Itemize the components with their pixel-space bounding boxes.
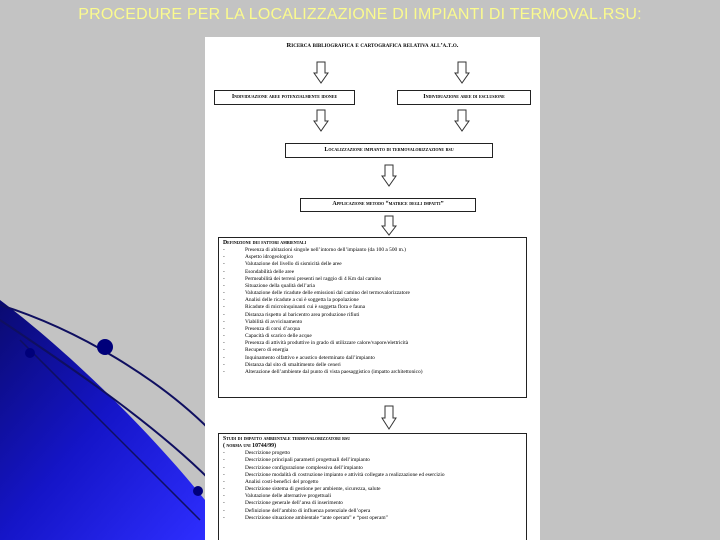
- list-item: - Presenza di corsi d’acqua: [223, 325, 300, 332]
- list-item: - Valutazione delle ricadute delle emissioni dal camino del termovalorizzatore: [223, 290, 410, 297]
- down-arrow-icon: [454, 61, 470, 85]
- list-item: - Aspetto idrogeologico: [223, 254, 294, 261]
- list-item: - Alterazione dell’ambiente dal punto di vista paesaggistico (impatto architettonico): [223, 368, 423, 375]
- down-arrow-icon: [381, 164, 397, 188]
- list-item: - Inquinamento olfattivo e acustico determinato dall’impianto: [223, 354, 375, 361]
- list-item: - Ricadute di microinquinanti cui è soggetta flora e fauna: [223, 304, 366, 311]
- decorative-dot-1: [97, 339, 113, 355]
- list-item: - Capacità di scarico delle acque: [223, 333, 312, 340]
- list-item: - Situazione della qualità dell’aria: [223, 282, 315, 289]
- decorative-dot-3: [193, 486, 203, 496]
- suitable-areas-box: Individuazione aree potenzialmente idonee: [214, 90, 355, 105]
- document-page: [205, 37, 540, 540]
- list-item: - Definizione dell’ambito di influenza potenziale dell’opera: [223, 507, 371, 514]
- list-item: - Recupero di energia: [223, 347, 289, 354]
- list-item: - Valutazione del livello di sismicità delle aree: [223, 261, 342, 268]
- impact-matrix-box: Applicazione metodo “matrice degli impatti”: [300, 198, 476, 212]
- decorative-dot-2: [25, 348, 35, 358]
- impact-studies-panel: [218, 433, 527, 540]
- list-item: - Esondabilità delle aree: [223, 268, 295, 275]
- studies-subtitle: ( norma uni 10744/99): [223, 443, 276, 450]
- down-arrow-icon: [454, 109, 470, 133]
- list-item: - Descrizione sistema di gestione per ambiente, sicurezza, salute: [223, 486, 381, 493]
- environmental-factors-panel: [218, 237, 527, 398]
- list-item: - Descrizione progetto: [223, 450, 291, 457]
- studies-title: Studi di impatto ambientale termovalorizzatori rsu: [223, 436, 351, 442]
- list-item: - Analisi costi-benefici del progetto: [223, 478, 319, 485]
- research-step-text: Ricerca bibliografica e cartografica relativa all’a.t.o.: [286, 42, 459, 49]
- slide-title: PROCEDURE PER LA LOCALIZZAZIONE DI IMPIANTI DI TERMOVAL.RSU:: [78, 6, 642, 23]
- list-item: - Permeabilità dei terreni presenti nel raggio di 4 Km dal camino: [223, 275, 382, 282]
- exclusion-areas-box: Individuazione aree di esclusione: [397, 90, 531, 105]
- down-arrow-icon: [313, 109, 329, 133]
- list-item: - Viabilità di avvicinamento: [223, 318, 303, 325]
- factors-title: Definizione dei fattori ambientali: [223, 240, 307, 246]
- down-arrow-icon: [381, 405, 397, 431]
- down-arrow-icon: [313, 61, 329, 85]
- list-item: - Descrizione generale dell’area di inserimento: [223, 500, 343, 507]
- blue-swoosh-shape: [0, 300, 205, 540]
- list-item: - Distanza dal sito di smaltimento delle ceneri: [223, 361, 341, 368]
- list-item: - Presenza di attività produttive in grado di utilizzare calore/vapore/elettricità: [223, 340, 409, 347]
- down-arrow-icon: [381, 215, 397, 237]
- list-item: - Descrizione situazione ambientale “ante operam” e “post operam”: [223, 514, 388, 521]
- list-item: - Presenza di abitazioni singole nell’intorno dell’impianto (da 100 a 500 m.): [223, 247, 406, 254]
- list-item: - Descrizione configurazione complessiva dell’impianto: [223, 464, 363, 471]
- list-item: - Descrizione principali parametri progettuali dell’impianto: [223, 457, 370, 464]
- list-item: - Distanza rispetto al baricentro area produzione rifiuti: [223, 311, 360, 318]
- list-item: - Valutazione delle alternative progettuali: [223, 493, 332, 500]
- list-item: - Analisi delle ricadute a cui è soggetta la popolazione: [223, 297, 359, 304]
- factors-list: [223, 247, 522, 376]
- studies-list: [223, 450, 522, 522]
- list-item: - Descrizione modalità di costruzione impianto e attività collegate a realizzazione ed esercizio: [223, 471, 445, 478]
- plant-location-box: Localizzazione impianto di termovalorizzazione rsu: [285, 143, 493, 158]
